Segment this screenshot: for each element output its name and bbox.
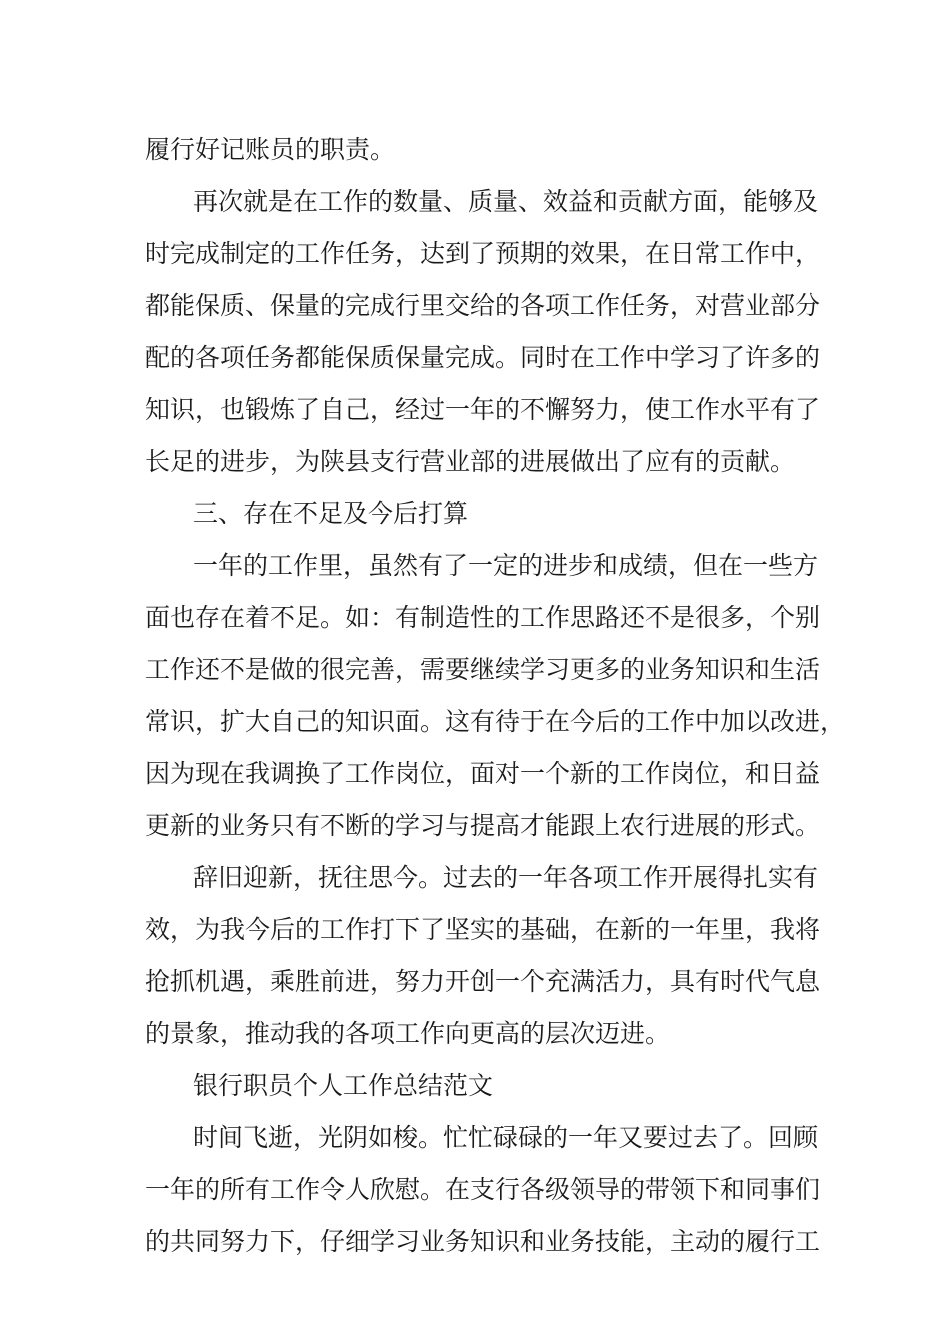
text-line: 时完成制定的工作任务，达到了预期的效果，在日常工作中， (145, 239, 821, 268)
body-text (145, 128, 846, 1272)
text-line: 的景象，推动我的各项工作向更高的层次迈进。 (145, 1019, 671, 1048)
text-line: 效，为我今后的工作打下了坚实的基础，在新的一年里，我将 (145, 915, 821, 944)
text-line: 再次就是在工作的数量、质量、效益和贡献方面，能够及 (193, 187, 819, 216)
text-line: 长足的进步，为陕县支行营业部的进展做出了应有的贡献。 (145, 447, 796, 476)
text-line: 工作还不是做的很完善，需要继续学习更多的业务知识和生活 (145, 655, 821, 684)
text-line: 辞旧迎新，抚往思今。过去的一年各项工作开展得扎实有 (193, 863, 819, 892)
text-line: 面也存在着不足。如：有制造性的工作思路还不是很多，个别 (145, 603, 821, 632)
text-line: 常识，扩大自己的知识面。这有待于在今后的工作中加以改进， (145, 707, 846, 736)
text-line: 配的各项任务都能保质保量完成。同时在工作中学习了许多的 (145, 343, 821, 372)
text-line: 都能保质、保量的完成行里交给的各项工作任务，对营业部分 (145, 291, 821, 320)
text-line: 知识，也锻炼了自己，经过一年的不懈努力，使工作水平有了 (145, 395, 821, 424)
text-line: 因为现在我调换了工作岗位，面对一个新的工作岗位，和日益 (145, 759, 821, 788)
text-line: 一年的所有工作令人欣慰。在支行各级领导的带领下和同事们 (145, 1175, 821, 1204)
text-line: 抢抓机遇，乘胜前进，努力开创一个充满活力，具有时代气息 (145, 967, 821, 996)
text-line: 一年的工作里，虽然有了一定的进步和成绩，但在一些方 (193, 551, 819, 580)
text-line: 更新的业务只有不断的学习与提高才能跟上农行进展的形式。 (145, 811, 821, 840)
text-line: 履行好记账员的职责。 (145, 135, 396, 164)
text-line: 的共同努力下，仔细学习业务知识和业务技能，主动的履行工 (145, 1227, 821, 1256)
section-heading: 银行职员个人工作总结范文 (193, 1071, 494, 1100)
text-line: 时间飞逝，光阴如梭。忙忙碌碌的一年又要过去了。回顾 (193, 1123, 819, 1152)
section-heading: 三、存在不足及今后打算 (193, 499, 469, 528)
